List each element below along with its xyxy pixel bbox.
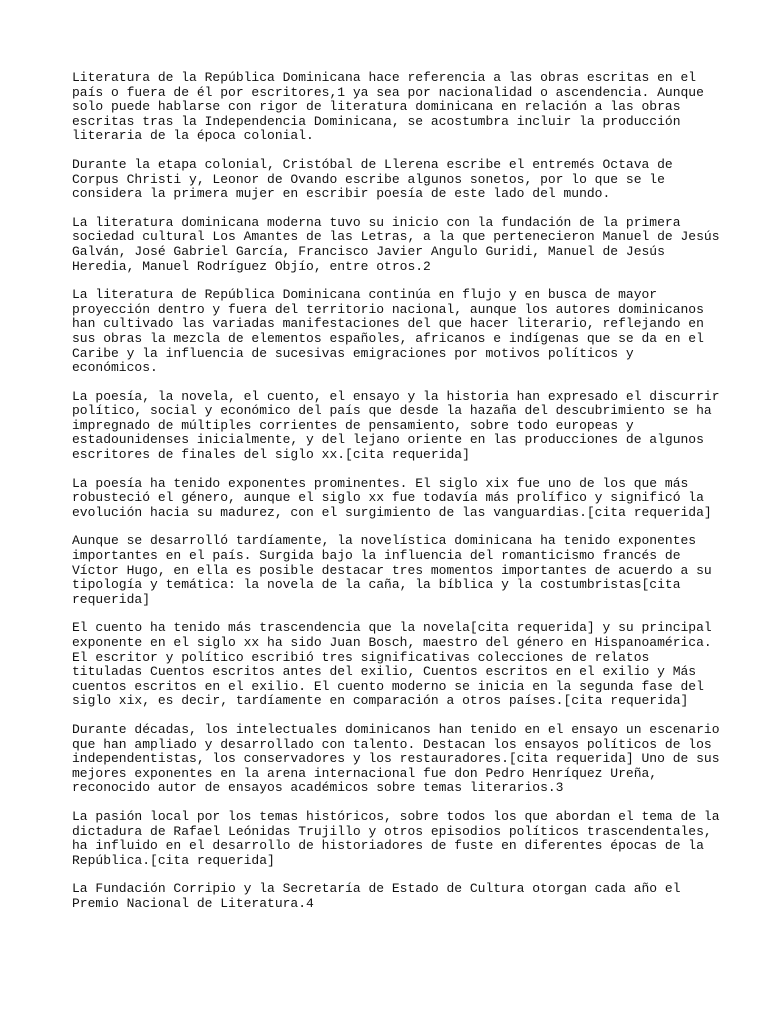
paragraph-colonial: Durante la etapa colonial, Cristóbal de Llerena escribe el entremés Octava de Corpus Christi y, Leonor de Ovando escribe algunos sonetos, por lo que se le considera la primera mujer en escribir poesía de este lado del mundo. [72, 156, 673, 202]
paragraph-flow: La literatura de República Dominicana continúa en flujo y en busca de mayor proyección dentro y fuera del territorio nacional, aunque los autores dominicanos han cultivado las variadas manifestaciones del que hacer literario, reflejando en sus obras la mezcla de elementos españoles, africanos e indígenas que se da en el Caribe y la influencia de sucesivas emigraciones por motivos políticos y económicos. [72, 287, 704, 376]
paragraph-novel: Aunque se desarrolló tardíamente, la novelística dominicana ha tenido exponentes importantes en el país. Surgida bajo la influencia del romanticismo francés de Víctor Hugo, en ella es posible destacar tres momentos importantes de acuerdo a su tipología y temática: la novela de la caña, la bíblica y la costumbristas[cita requerida] [72, 533, 712, 607]
paragraph-short-story: El cuento ha tenido más trascendencia que la novela[cita requerida] y su principal exponente en el siglo xx ha sido Juan Bosch, maestro del género en Hispanoamérica. El escritor y político escribió tres significativas colecciones de relatos tituladas Cuentos escritos antes del exilio, Cuentos escritos en el exilio y Más cuentos escritos en el exilio. El cuento moderno se inicia en la segunda fase del siglo xix, es decir, tardíamente en comparación a otros países.[cita requerida] [72, 620, 712, 709]
paragraph-genres: La poesía, la novela, el cuento, el ensayo y la historia han expresado el discurrir político, social y económico del país que desde la hazaña del descubrimiento se ha impregnado de múltiples corrientes de pensamiento, sobre todo europeas y estadounidenses inicialmente, y del lejano oriente en las producciones de algunos escritores de finales del siglo xx.[cita requerida] [72, 388, 720, 463]
document-page [72, 70, 720, 926]
paragraph-essay: Durante décadas, los intelectuales dominicanos han tenido en el ensayo un escenario que han ampliado y desarrollado con talento. Destacan los ensayos políticos de los independentistas, los conservadores y los restauradores.[cita requerida] Uno de sus mejores exponentes en la arena internacional fue don Pedro Henríquez Ureña, reconocido autor de ensayos académicos sobre temas literarios.3 [72, 721, 720, 796]
paragraph-intro: Literatura de la República Dominicana hace referencia a las obras escritas en el país o fuera de él por escritores,1 ya sea por nacionalidad o ascendencia. Aunque solo puede hablarse con rigor de literatura dominicana en relación a las obras escritas tras la Independencia Dominicana, se acostumbra incluir la producción literaria de la época colonial. [72, 70, 704, 144]
paragraph-poetry: La poesía ha tenido exponentes prominentes. El siglo xix fue uno de los que más robusteció el género, aunque el siglo xx fue todavía más prolífico y significó la evolución hacia su madurez, con el surgimiento de las vanguardias.[cita requerida] [72, 475, 712, 520]
paragraph-history: La pasión local por los temas históricos, sobre todos los que abordan el tema de la dictadura de Rafael Leónidas Trujillo y otros episodios políticos trascendentales, ha influido en el desarrollo de historiadores de fuste en diferentes épocas de la República.[cita requerida] [72, 808, 720, 868]
paragraph-award: La Fundación Corripio y la Secretaría de Estado de Cultura otorgan cada año el Premio Nacional de Literatura.4 [72, 881, 681, 911]
paragraph-modern: La literatura dominicana moderna tuvo su inicio con la fundación de la primera sociedad cultural Los Amantes de las Letras, a la que pertenecieron Manuel de Jesús Galván, José Gabriel García, Francisco Javier Angulo Guridi, Manuel de Jesús Heredia, Manuel Rodríguez Objío, entre otros.2 [72, 214, 720, 274]
